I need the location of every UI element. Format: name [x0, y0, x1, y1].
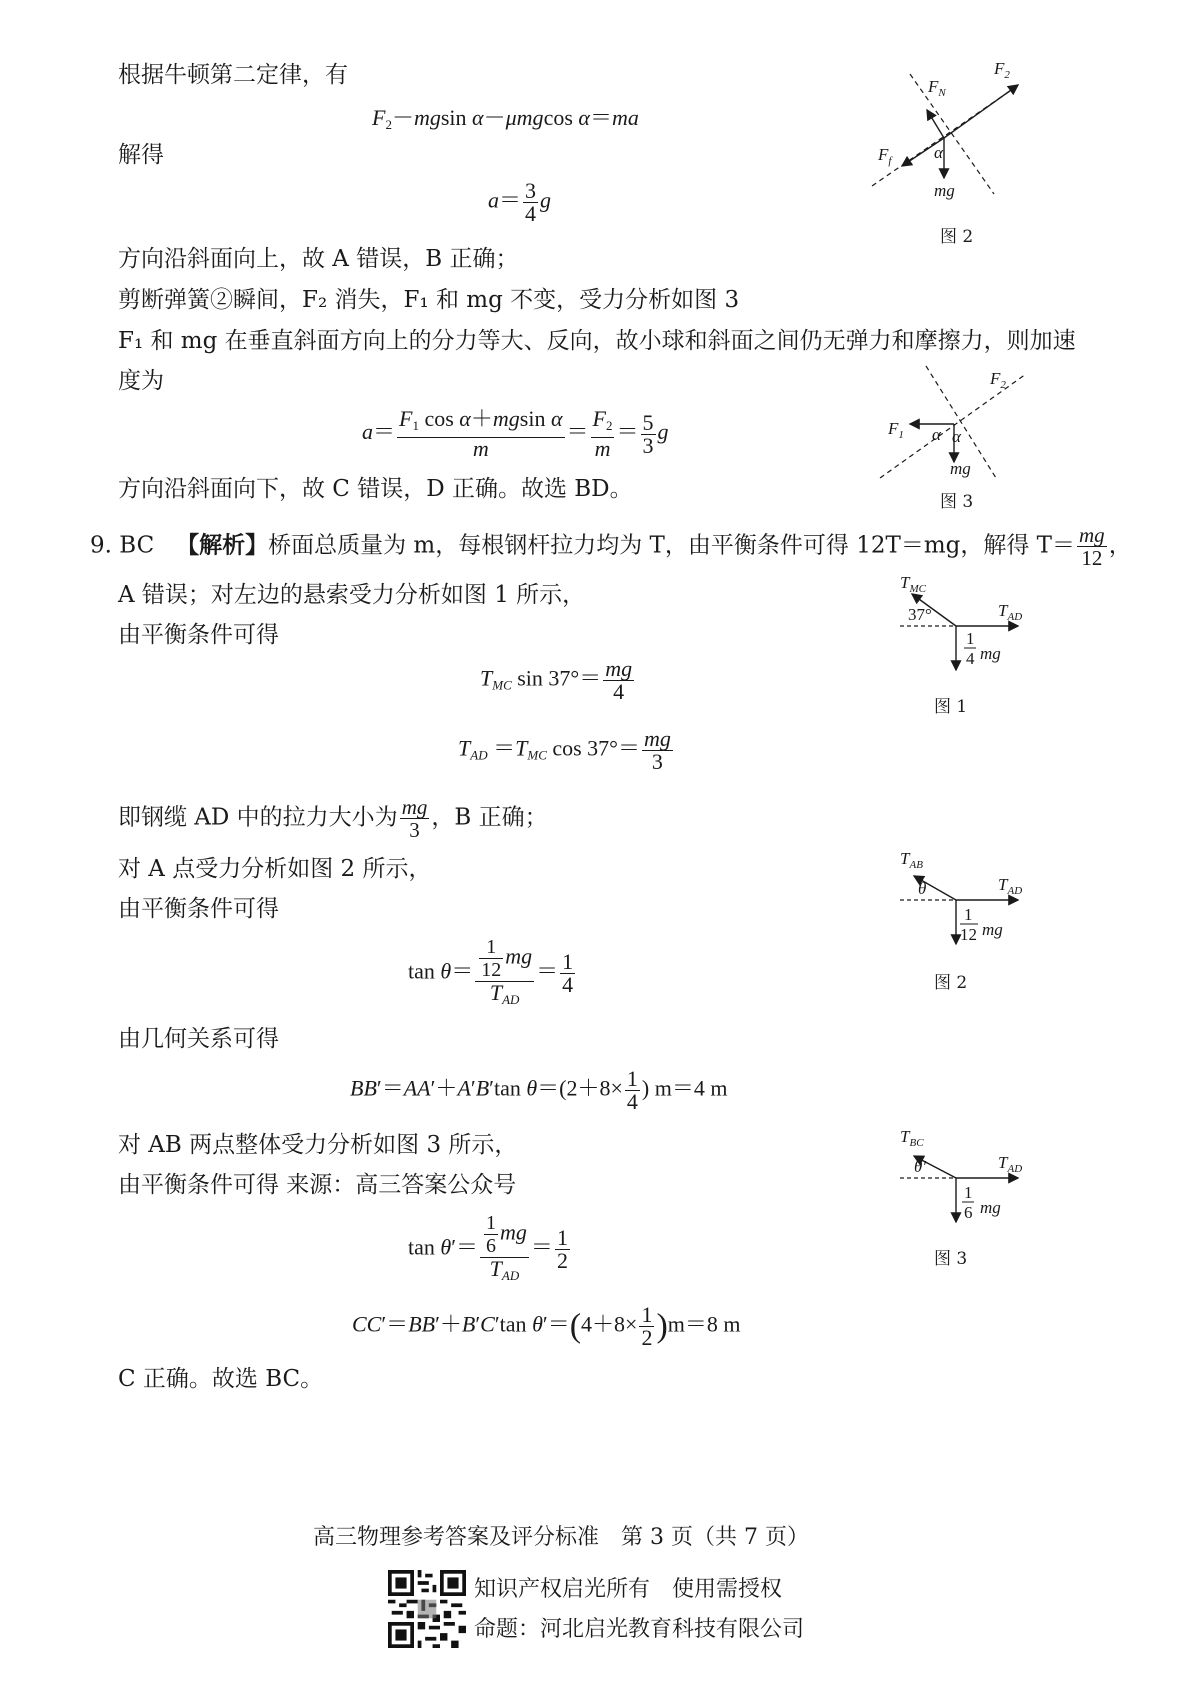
answer-number: 9. BC	[90, 532, 155, 559]
label-tad: $T_{AD}$	[998, 875, 1023, 897]
page-footer: 高三物理参考答案及评分标准 第 3 页（共 7 页）	[313, 1525, 809, 1550]
label-mg: mg	[950, 459, 971, 478]
copyright-line: 知识产权启光所有 使用需授权	[474, 1577, 783, 1602]
figure-s8-2-caption: 图 2	[940, 227, 974, 247]
label-tbc: $T_{BC}$	[900, 1127, 924, 1149]
direction-down-line: 方向沿斜面向下，故 C 错误，D 正确。故选 BD。	[118, 476, 633, 502]
label-tad: $T_{AD}$	[998, 1153, 1023, 1175]
equation-tmc-sin: $T_{MC}$ sin 37°＝ $\frac{mg}{4}$	[480, 656, 633, 704]
label-alpha: α	[934, 143, 943, 162]
qr-code-icon	[388, 1570, 466, 1648]
equation-tad: $T_{AD} =T_{MC}$ cos 37°＝ $\frac{mg}{3}$	[458, 726, 671, 774]
cut-spring-line: 剪断弹簧②瞬间，F₂ 消失，F₁ 和 mg 不变，受力分析如图 3	[118, 287, 740, 313]
figure-s9-1	[900, 573, 1030, 686]
f1-mg-line: F₁ 和 mg 在垂直斜面方向上的分力等大、反向，故小球和斜面之间仍无弹力和摩擦力，则加速	[118, 328, 1076, 354]
equilibrium-line-2: 由平衡条件可得	[118, 896, 279, 922]
direction-up-line: 方向沿斜面向上，故 A 错误，B 正确；	[118, 246, 519, 272]
geometry-line: 由几何关系可得	[118, 1026, 279, 1052]
label-sixth-den: 6	[964, 1203, 973, 1222]
intro-text: 桥面总质量为 m，每根钢杆拉力均为 T，由平衡条件可得 12T＝mg，解得 T＝	[268, 532, 1076, 559]
label-37: 37°	[908, 605, 932, 624]
ad-tension-line: 即钢缆 AD 中的拉力大小为 $\frac{mg}{3}$ ，B 正确；	[118, 795, 548, 842]
equation-cc: CC′＝BB′＋B′C′tan θ′＝(4＋8× $\frac{1}{2}$ )m＝8 m	[352, 1302, 741, 1350]
equation-newton: $F_2-mgsin$ α－μmgcos α＝ma	[372, 105, 639, 132]
figure-s8-3	[880, 362, 1030, 482]
newton-law-line: 根据牛顿第二定律，有	[118, 62, 348, 88]
label-tab: $T_{AB}$	[900, 849, 923, 871]
label-theta: θ	[918, 879, 927, 898]
label-quarter: 1	[966, 629, 975, 648]
label-tad: $T_{AD}$	[998, 601, 1023, 623]
equation-a-34g: a＝ $\frac{3}{4}$ g	[488, 178, 552, 226]
equation-a-53g: a＝ $\frac{F_1 \cos \alpha+mgsin \alpha}{m}$ ＝ $\frac{F_2}{m}$ ＝ $\frac{5}{3}$ g	[362, 406, 669, 461]
label-mg: mg	[980, 644, 1001, 663]
figure-s8-3-caption: 图 3	[940, 492, 974, 512]
solve-label: 解得	[118, 142, 164, 168]
label-mg: mg	[934, 181, 955, 200]
figure-s9-2	[900, 850, 1030, 960]
equilibrium-line-3: 由平衡条件可得 来源：高三答案公众号	[118, 1172, 517, 1198]
label-twelfth: 1	[964, 905, 973, 924]
equation-tan-theta: tan θ＝ $\frac{1}{12}$ mg $T_{AD}$ ＝ $\frac{1}{4}$	[408, 936, 574, 1007]
ab-whole-line: 对 AB 两点整体受力分析如图 3 所示，	[118, 1132, 518, 1158]
point-a-line: 对 A 点受力分析如图 2 所示，	[118, 856, 432, 882]
label-f1: $F_1$	[888, 419, 904, 441]
label-f2: $F_2$	[994, 59, 1010, 81]
label-alpha-1: α	[932, 425, 941, 444]
label-sixth: 1	[964, 1183, 973, 1202]
equation-bb: BB′＝AA′＋A′B′tan θ＝(2＋8× $\frac{1}{4}$ ) m＝4 m	[350, 1066, 728, 1114]
equation-tan-theta-prime: tan θ′＝ $\frac{1}{6}$ mg $T_{AD}$ ＝ $\frac{1}{2}$	[408, 1212, 568, 1283]
label-theta-prime: θ′	[914, 1157, 927, 1176]
c-right-line: C 正确。故选 BC。	[118, 1366, 324, 1392]
accel-is-line: 度为	[118, 368, 164, 394]
label-f2: $F_2$	[990, 369, 1006, 391]
figure-s9-1-caption: 图 1	[934, 697, 968, 717]
figure-s8-2	[872, 58, 1042, 198]
label-fn: $F_N$	[928, 77, 946, 99]
label-twelfth-den: 12	[960, 925, 977, 944]
author-line: 命题：河北启光教育科技有限公司	[474, 1617, 805, 1642]
label-alpha-2: α	[952, 427, 961, 446]
label-mg: mg	[980, 1198, 1001, 1217]
problem-9-head: 9. BC 【解析】桥面总质量为 m，每根钢杆拉力均为 T，由平衡条件可得 12T＝mg，解得 T＝ $\frac{mg}{12}$ ，	[90, 523, 1132, 570]
analysis-bracket: 【解析】	[176, 531, 269, 559]
label-ff: $F_f$	[878, 145, 892, 167]
figure-s9-3	[900, 1128, 1030, 1238]
label-quarter-den: 4	[966, 649, 975, 668]
figure-s9-2-caption: 图 2	[934, 973, 968, 993]
a-wrong-line: A 错误；对左边的悬索受力分析如图 1 所示，	[118, 582, 586, 608]
label-tmc: $T_{MC}$	[900, 573, 926, 595]
figure-s9-3-caption: 图 3	[934, 1249, 968, 1269]
equilibrium-line-1: 由平衡条件可得	[118, 622, 279, 648]
label-mg: mg	[982, 920, 1003, 939]
